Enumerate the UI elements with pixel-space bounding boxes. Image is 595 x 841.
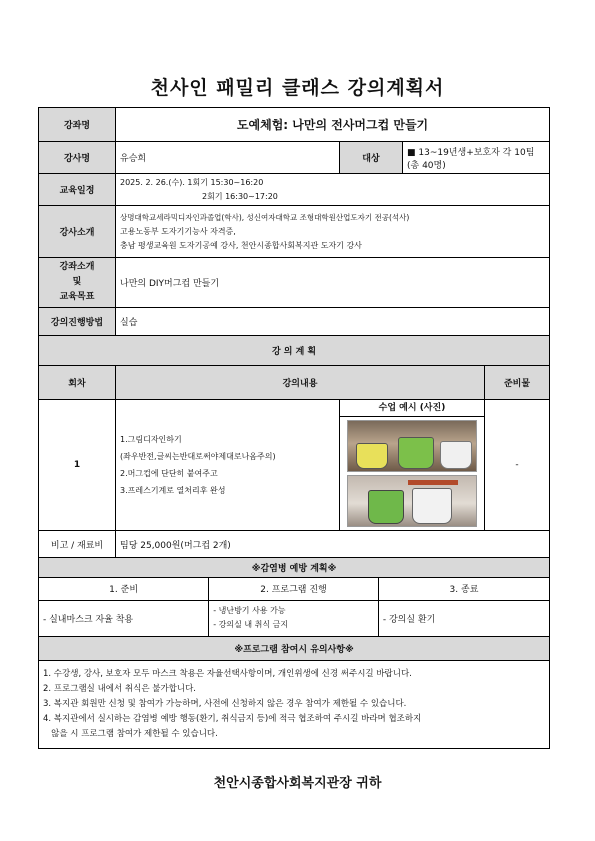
- goal-label: [39, 258, 116, 308]
- goal-value: 나만의 DIY머그컵 만들기: [116, 258, 550, 308]
- instructor-label: 강사명: [39, 142, 116, 174]
- step-line: 1.그림디자인하기: [120, 435, 182, 444]
- covid-col-prep: 1. 준비: [39, 578, 209, 600]
- caution-list: [39, 661, 550, 749]
- step-line: 2.머그컵에 단단히 붙여주고: [120, 469, 218, 478]
- caution-item: 않을 시 프로그램 참여가 제한될 수 있습니다.: [43, 729, 218, 739]
- note-value: 팀당 25,000원(머그컵 2개): [116, 531, 550, 558]
- covid-progress-line: - 냉난방기 사용 가능: [213, 606, 286, 616]
- caution-item: 3. 복지관 회원만 신청 및 참여가 가능하며, 사전에 신청하지 않은 경우 참여가 제한될 수 있습니다.: [43, 699, 407, 709]
- session-number: 1: [39, 400, 116, 531]
- instructor-name: 유승희: [116, 142, 340, 174]
- bio-value: [116, 206, 550, 258]
- covid-prep-value: - 실내마스크 자율 착용: [39, 600, 209, 636]
- plan-header: 강 의 계 획: [39, 336, 550, 366]
- bio-line: 고용노동부 도자기기능사 자격증,: [120, 226, 236, 236]
- col-session-header: 회차: [39, 366, 116, 400]
- target-value: ■ 13~19년생+보호자 각 10팀(총 40명): [403, 142, 550, 174]
- goal-label-line: 및: [72, 277, 82, 287]
- step-line: 3.프레스기계로 열처리후 완성: [120, 486, 226, 495]
- prep-value: -: [485, 400, 550, 531]
- bio-line: 충남 평생교육원 도자기공예 강사, 천안시종합사회복지관 도자기 강사: [120, 240, 362, 250]
- tool-shape: [408, 480, 458, 485]
- example-photo-2: [347, 475, 477, 527]
- bio-label: 강사소개: [39, 206, 116, 258]
- covid-plan-cell: [39, 578, 550, 637]
- col-content-header: 강의내용: [116, 366, 485, 400]
- covid-col-progress: 2. 프로그램 진행: [209, 578, 379, 600]
- course-name: 도예체험: 나만의 전사머그컵 만들기: [116, 108, 550, 142]
- goal-label-line: 강좌소개: [59, 262, 95, 272]
- example-photo-1: [347, 420, 477, 472]
- schedule-label: 교육일정: [39, 174, 116, 206]
- lesson-steps: [116, 400, 340, 531]
- covid-plan-table: [39, 578, 549, 636]
- schedule-value: [116, 174, 550, 206]
- covid-progress-line: - 강의실 내 취식 금지: [213, 620, 289, 630]
- caution-item: 2. 프로그램실 내에서 취식은 불가합니다.: [43, 684, 196, 694]
- caution-item: 4. 복지관에서 실시하는 감염병 예방 행동(환기, 취식금지 등)에 적극 협조하여 주시길 바라며 협조하지: [43, 714, 422, 724]
- goal-label-line: 교육목표: [59, 292, 95, 302]
- target-label: 대상: [340, 142, 403, 174]
- step-line: (좌우반전,글씨는반대로써야제대로나옴주의): [120, 452, 276, 461]
- footer-addressee: 천안시종합사회복지관장 귀하: [213, 776, 382, 791]
- schedule-line-1: 2025. 2. 26.(수). 1회기 15:30~16:20: [120, 177, 264, 187]
- covid-end-value: - 강의실 환기: [382, 614, 436, 625]
- page-title: 천사인 패밀리 클래스 강의계획서: [150, 77, 445, 99]
- col-prep-header: 준비물: [485, 366, 550, 400]
- caution-header: ※프로그램 참여시 유의사항※: [39, 637, 550, 661]
- method-value: 실습: [116, 308, 550, 336]
- photo-cell: [340, 400, 485, 531]
- note-label: 비고 / 재료비: [39, 531, 116, 558]
- bio-line: 상명대학교세라믹디자인과졸업(학사), 성신여자대학교 조형대학원산업도자기 전공(석사): [120, 212, 410, 222]
- lecture-plan-table: [38, 107, 550, 749]
- schedule-line-2: 2회기 16:30~17:20: [202, 191, 278, 201]
- course-name-label: 강좌명: [39, 108, 116, 142]
- method-label: 강의진행방법: [39, 308, 116, 336]
- covid-progress-value: [209, 600, 379, 636]
- photo-header: 수업 예시 (사진): [340, 400, 484, 417]
- covid-col-end: 3. 종료: [378, 578, 549, 600]
- caution-item: 1. 수강생, 강사, 보호자 모두 마스크 착용은 자율선택사항이며, 개인위생에 신경 써주시길 바랍니다.: [43, 669, 412, 679]
- covid-header: ※감염병 예방 계획※: [39, 558, 550, 578]
